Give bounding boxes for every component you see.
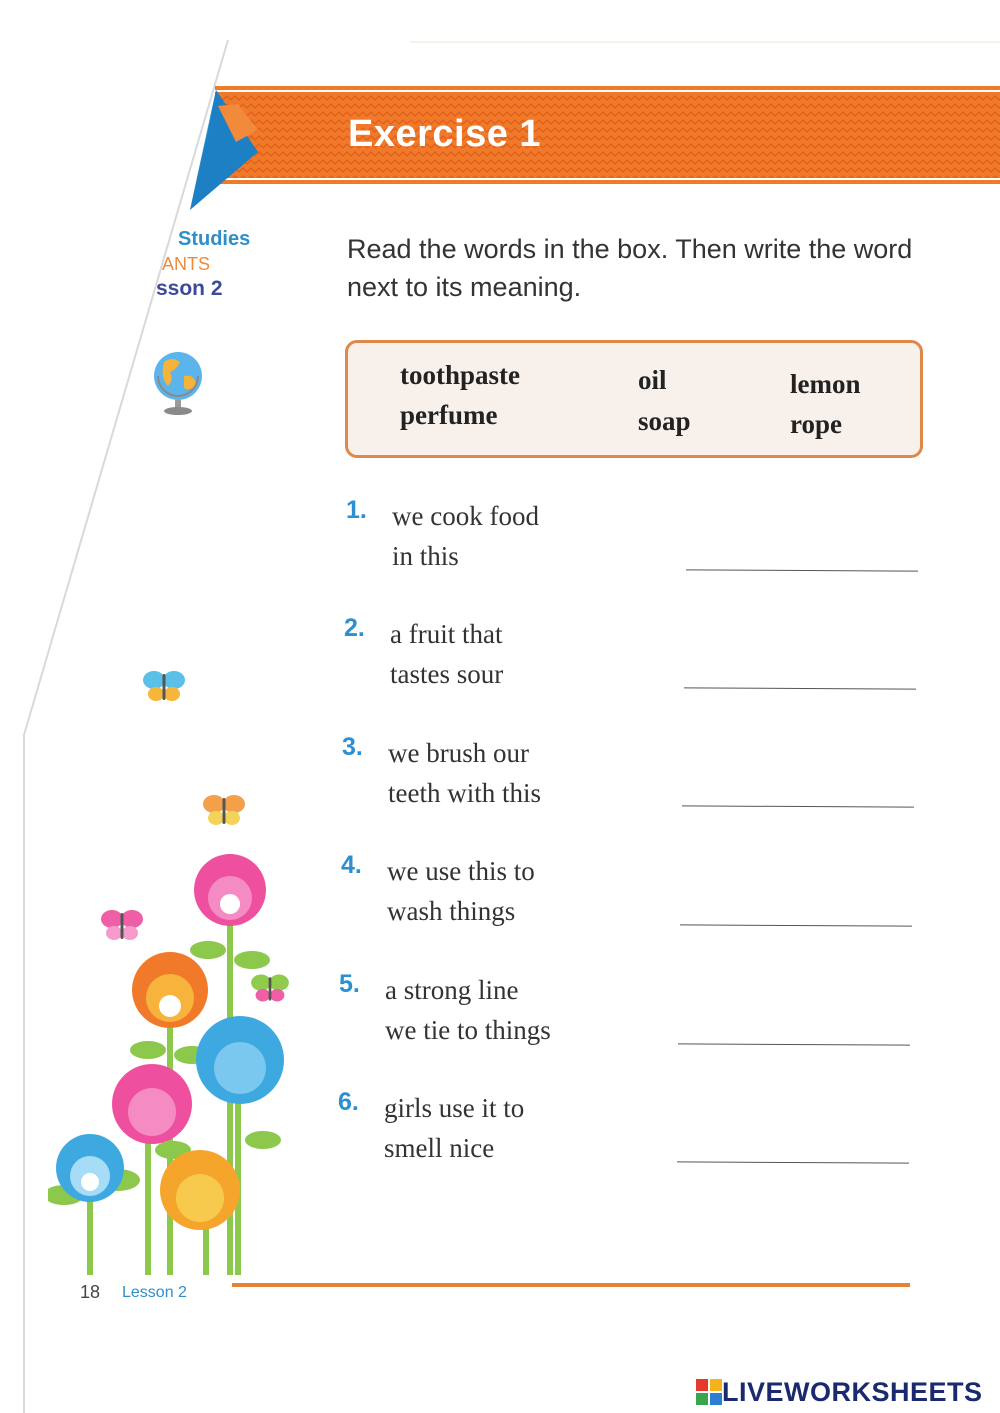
side-subject: Studies	[178, 228, 251, 250]
word-soap: soap	[638, 406, 691, 436]
item-number: 5.	[339, 970, 360, 998]
globe-icon	[150, 350, 206, 416]
butterfly-icon	[140, 666, 188, 706]
item-text	[387, 851, 627, 931]
bottom-rule	[232, 1283, 910, 1287]
item-line: we brush our	[388, 738, 529, 768]
exercise-title: Exercise 1	[348, 113, 542, 155]
item-line: a strong line	[385, 975, 519, 1005]
item-line: a fruit that	[390, 619, 503, 649]
item-number: 2.	[344, 614, 365, 642]
word-perfume: perfume	[400, 400, 498, 430]
item-line: in this	[392, 541, 459, 571]
side-topic: ANTS	[162, 254, 211, 274]
exercise-banner	[215, 86, 1000, 184]
item-line: we tie to things	[385, 1015, 551, 1045]
item-line: we cook food	[392, 501, 539, 531]
logo-badge-icon	[696, 1379, 722, 1405]
liveworksheets-logo[interactable]	[696, 1377, 983, 1407]
word-lemon: lemon	[790, 369, 861, 399]
item-number: 4.	[341, 851, 362, 879]
item-line: wash things	[387, 896, 516, 926]
word-box	[345, 340, 923, 458]
item-text	[388, 733, 628, 813]
item-line: smell nice	[384, 1133, 495, 1163]
word-oil: oil	[638, 365, 667, 395]
item-text	[385, 970, 625, 1050]
flower-illustration	[48, 850, 300, 1275]
item-number: 6.	[338, 1088, 359, 1116]
word-rope: rope	[790, 409, 842, 439]
side-lesson: sson 2	[156, 277, 223, 300]
page-number: 18	[80, 1282, 101, 1302]
butterfly-icon	[200, 790, 248, 830]
item-line: tastes sour	[390, 659, 504, 689]
item-text	[390, 614, 630, 694]
item-number: 3.	[342, 733, 363, 761]
item-line: girls use it to	[384, 1093, 525, 1123]
logo-text: LIVEWORKSHEETS	[722, 1376, 983, 1407]
footer-lesson: Lesson 2	[122, 1284, 187, 1301]
item-text	[384, 1088, 624, 1168]
word-toothpaste: toothpaste	[400, 360, 520, 390]
item-line: teeth with this	[388, 778, 541, 808]
item-number: 1.	[346, 496, 367, 524]
item-text	[392, 496, 632, 576]
tab-icon	[178, 90, 268, 210]
item-line: we use this to	[387, 856, 535, 886]
instructions: Read the words in the box. Then write the word next to its meaning.	[347, 234, 913, 302]
